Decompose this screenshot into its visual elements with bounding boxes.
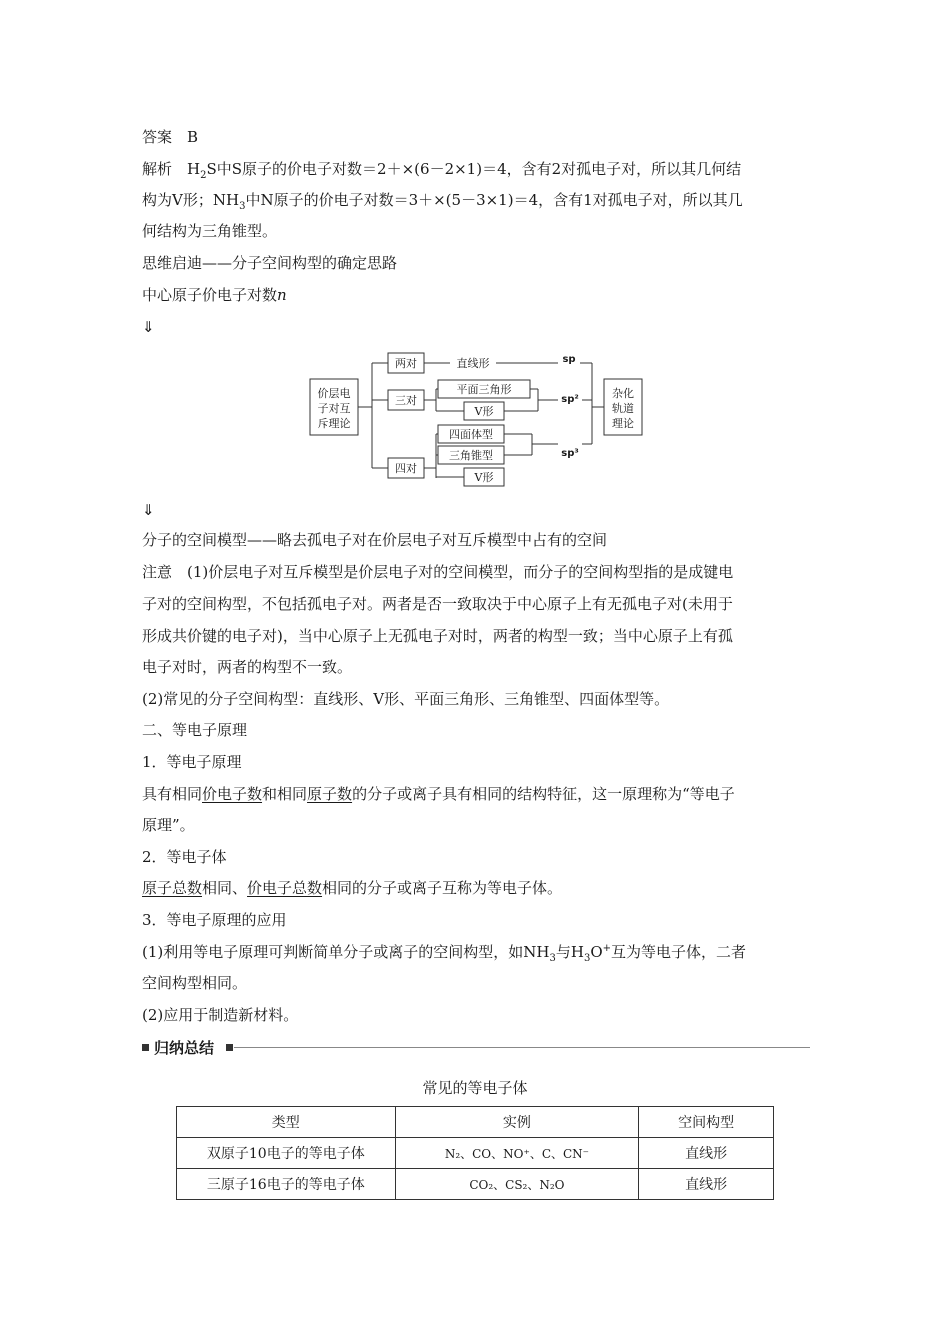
section2-p3-line1: (1)利用等电子原理可判断简单分子或离子的空间构型，如$NH_3$与$H_3O^+$互为等电子体，二者	[142, 943, 747, 964]
table-header-row	[177, 1107, 774, 1138]
hybrid-sp3: sp³	[561, 448, 579, 459]
header-type: 类型	[177, 1107, 396, 1138]
section2-p1-line1: 具有相同价电子数和相同原子数的分子或离子具有相同的结构特征，这一原理称为“等电子	[142, 785, 735, 803]
analysis-text-1: 中S原子的价电子对数＝2＋×(6－2×1)＝4，含有2对孤电子对，所以其几何结	[216, 160, 742, 178]
answer-line	[142, 127, 198, 147]
section2-h3: 3．等电子原理的应用	[142, 911, 287, 929]
shape-trigonal-pyramidal: 三角锥型	[449, 449, 493, 462]
header-example: 实例	[395, 1107, 639, 1138]
hybrid-label-3: 理论	[612, 417, 634, 430]
cell-shape: 直线形	[639, 1169, 774, 1200]
square-bullet-icon	[142, 1044, 149, 1051]
shape-tetrahedral: 四面体型	[449, 428, 493, 441]
section2-h1: 1．等电子原理	[142, 753, 242, 771]
vsepr-label-2: 子对互	[317, 402, 351, 415]
molecule-space-line: 分子的空间模型——略去孤电子对在价层电子对互斥模型中占有的空间	[142, 531, 608, 549]
analysis-line-2: 构为V形；$NH_3$中N原子的价电子对数＝3＋×(5－3×1)＝4，含有1对孤电子对，所以其几	[142, 191, 743, 212]
down-arrow-icon: ⇓	[142, 318, 155, 336]
analysis-line-3: 何结构为三角锥型。	[142, 222, 278, 240]
table-row	[177, 1138, 774, 1169]
summary-header	[142, 1037, 810, 1059]
note-line-1: 注意 (1)价层电子对互斥模型是价层电子对的空间模型，而分子的空间构型指的是成键电	[142, 563, 734, 581]
section2-p1-line2: 原理”。	[142, 816, 195, 834]
square-bullet-icon-2	[226, 1044, 233, 1051]
term-valence-electrons: 价电子数	[202, 785, 263, 803]
vsepr-diagram	[300, 344, 650, 494]
analysis-label: 解析	[142, 160, 173, 178]
shape-trigonal-planar: 平面三角形	[456, 383, 512, 396]
hybrid-label-1: 杂化	[612, 387, 634, 400]
isoelectronic-table	[176, 1106, 774, 1200]
section2-p4: (2)应用于制造新材料。	[142, 1006, 299, 1024]
thinking-title: 思维启迪——分子空间构型的确定思路	[142, 254, 398, 272]
note-line-4: 电子对时，两者的构型不一致。	[142, 658, 353, 676]
branch-two-label: 两对	[395, 357, 417, 370]
cell-type: 双原子10电子的等电子体	[177, 1138, 396, 1169]
note-point-2: (2)常见的分子空间构型：直线形、V形、平面三角形、三角锥型、四面体型等。	[142, 690, 670, 708]
section2-p2: 原子总数相同、价电子总数相同的分子或离子互称为等电子体。	[142, 879, 563, 897]
vsepr-label-3: 斥理论	[317, 417, 351, 430]
section2-h2: 2．等电子体	[142, 848, 227, 866]
analysis-line-1	[142, 159, 741, 179]
h2s-formula: $H_2S$	[187, 160, 217, 181]
section2-title: 二、等电子原理	[142, 721, 248, 739]
hybrid-label-2: 轨道	[612, 402, 634, 415]
summary-title: 归纳总结	[154, 1039, 215, 1057]
term-total-valence: 价电子总数	[247, 879, 323, 897]
term-atom-count: 原子数	[307, 785, 353, 803]
table-row	[177, 1169, 774, 1200]
header-shape: 空间构型	[639, 1107, 774, 1138]
vsepr-label-1: 价层电	[317, 387, 351, 400]
shape-bent-1: V形	[474, 405, 494, 418]
hybrid-sp2: sp²	[561, 394, 579, 405]
term-total-atoms: 原子总数	[142, 879, 203, 897]
center-atom-line: 中心原子价电子对数n	[142, 286, 287, 304]
shape-bent-2: V形	[474, 471, 494, 484]
branch-three-label: 三对	[395, 394, 417, 407]
summary-rule	[234, 1047, 810, 1048]
cell-example: N₂、CO、NO⁺、C、CN⁻	[395, 1138, 639, 1169]
note-line-2: 子对的空间构型，不包括孤电子对。两者是否一致取决于中心原子上有无孤电子对(未用于	[142, 595, 733, 613]
answer-value: B	[187, 128, 199, 146]
cell-type: 三原子16电子的等电子体	[177, 1169, 396, 1200]
branch-four-label: 四对	[395, 462, 417, 475]
down-arrow-icon-2: ⇓	[142, 501, 155, 519]
cell-shape: 直线形	[639, 1138, 774, 1169]
note-line-3: 形成共价键的电子对)，当中心原子上无孤电子对时，两者的构型一致；当中心原子上有孤	[142, 627, 733, 645]
section2-p3-line2: 空间构型相同。	[142, 974, 248, 992]
hybrid-sp: sp	[562, 354, 576, 365]
nh3-formula: $NH_3$	[212, 191, 246, 212]
answer-label: 答案	[142, 128, 173, 146]
table-caption: 常见的等电子体	[422, 1079, 528, 1097]
shape-linear: 直线形	[456, 357, 490, 370]
cell-example: CO₂、CS₂、N₂O	[395, 1169, 639, 1200]
